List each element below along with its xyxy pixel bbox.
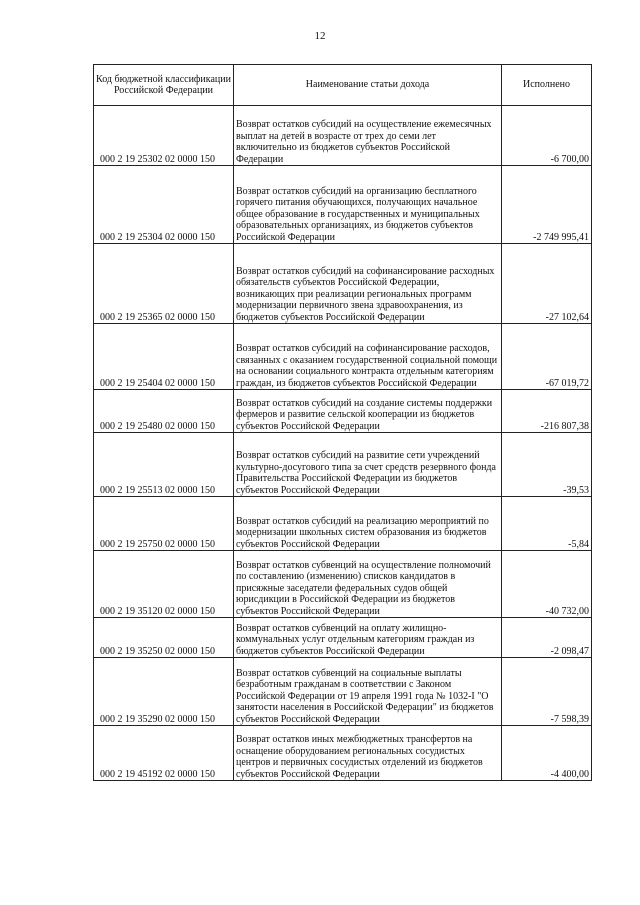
row-amount: -6 700,00 <box>502 106 592 166</box>
table-row <box>94 324 592 390</box>
row-name: Возврат остатков субсидий на организацию бесплатного горячего питания обучающихся, получающих начальное общее образование в государственных и муниципальных образовательных организациях, из бюджетов субъектов Российской Федерации <box>234 166 502 244</box>
row-amount: -4 400,00 <box>502 726 592 781</box>
row-name: Возврат остатков субсидий на развитие сети учреждений культурно-досугового типа за счет средств резервного фонда Правительства Российской Федерации из бюджетов субъектов Российской Федерации <box>234 433 502 497</box>
table-header-row <box>94 65 592 106</box>
table-row <box>94 244 592 324</box>
row-amount: -40 732,00 <box>502 551 592 618</box>
row-amount: -39,53 <box>502 433 592 497</box>
row-name: Возврат остатков субсидий на софинансирование расходных обязательств субъектов Российской Федерации, возникающих при реализации региональных программ модернизации первичного звена здравоохранения, из бюджетов субъектов Российской Федерации <box>234 244 502 324</box>
table-row <box>94 166 592 244</box>
header-amount: Исполнено <box>502 65 592 106</box>
row-amount: -2 098,47 <box>502 618 592 658</box>
table-row <box>94 658 592 726</box>
row-code: 000 2 19 25302 02 0000 150 <box>94 106 234 166</box>
row-name: Возврат остатков иных межбюджетных трансфертов на оснащение оборудованием региональных сосудистых центров и первичных сосудистых отделений из бюджетов субъектов Российской Федерации <box>234 726 502 781</box>
table-row <box>94 433 592 497</box>
table-row <box>94 390 592 433</box>
row-code: 000 2 19 45192 02 0000 150 <box>94 726 234 781</box>
row-name: Возврат остатков субвенций на осуществление полномочий по составлению (изменению) списков кандидатов в присяжные заседатели федеральных судов общей юрисдикции в Российской Федерации из бюджетов субъектов Российской Федерации <box>234 551 502 618</box>
row-name: Возврат остатков субсидий на реализацию мероприятий по модернизации школьных систем образования из бюджетов субъектов Российской Федерации <box>234 497 502 551</box>
row-code: 000 2 19 25304 02 0000 150 <box>94 166 234 244</box>
row-amount: -27 102,64 <box>502 244 592 324</box>
header-code: Код бюджетной классификации Российской Федерации <box>94 65 234 106</box>
table-row <box>94 106 592 166</box>
table-row <box>94 618 592 658</box>
row-name: Возврат остатков субсидий на софинансирование расходов, связанных с оказанием государственной социальной помощи на основании социального контракта отдельным категориям граждан, из бюджетов субъектов Российской Федерации <box>234 324 502 390</box>
header-name: Наименование статьи дохода <box>234 65 502 106</box>
row-code: 000 2 19 25513 02 0000 150 <box>94 433 234 497</box>
row-amount: -67 019,72 <box>502 324 592 390</box>
row-name: Возврат остатков субвенций на оплату жилищно-коммунальных услуг отдельным категориям граждан из бюджетов субъектов Российской Федерации <box>234 618 502 658</box>
row-amount: -7 598,39 <box>502 658 592 726</box>
row-name: Возврат остатков субсидий на создание системы поддержки фермеров и развитие сельской кооперации из бюджетов субъектов Российской Федерации <box>234 390 502 433</box>
row-code: 000 2 19 35120 02 0000 150 <box>94 551 234 618</box>
row-code: 000 2 19 35290 02 0000 150 <box>94 658 234 726</box>
row-name: Возврат остатков субсидий на осуществление ежемесячных выплат на детей в возрасте от трех до семи лет включительно из бюджетов субъектов Российской Федерации <box>234 106 502 166</box>
table-row <box>94 551 592 618</box>
row-code: 000 2 19 25750 02 0000 150 <box>94 497 234 551</box>
table-row <box>94 726 592 781</box>
row-code: 000 2 19 25404 02 0000 150 <box>94 324 234 390</box>
row-amount: -5,84 <box>502 497 592 551</box>
page-number: 12 <box>314 30 326 42</box>
revenue-table <box>93 64 592 781</box>
row-code: 000 2 19 35250 02 0000 150 <box>94 618 234 658</box>
row-name: Возврат остатков субвенций на социальные выплаты безработным гражданам в соответствии с Законом Российской Федерации от 19 апреля 1991 года № 1032-I "О занятости населения в Российской Федерации" из бюджетов субъектов Российской Федерации <box>234 658 502 726</box>
table-row <box>94 497 592 551</box>
row-code: 000 2 19 25480 02 0000 150 <box>94 390 234 433</box>
row-amount: -216 807,38 <box>502 390 592 433</box>
row-amount: -2 749 995,41 <box>502 166 592 244</box>
row-code: 000 2 19 25365 02 0000 150 <box>94 244 234 324</box>
